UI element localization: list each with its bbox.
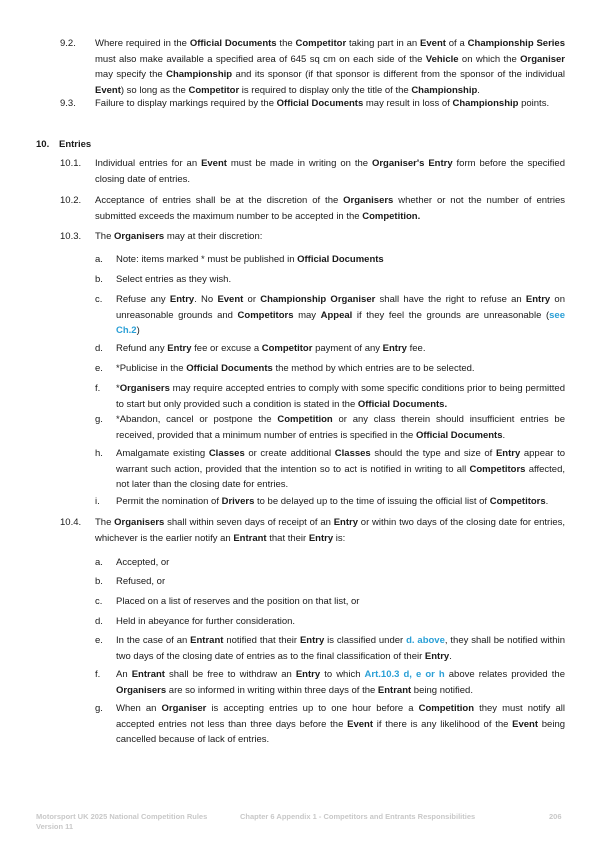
item-10-3-c-letter: c. — [95, 294, 103, 305]
clause-9-3-text: Failure to display markings required by the Official Documents may result in loss of Championship points. — [95, 98, 550, 109]
item-10-4-b-text: Refused, or — [116, 576, 166, 587]
item-10-3-c-text: Refuse any Entry. No Event or Championship Organiser shall have the right to refuse an Entry on unreasonable grounds and Competitors may Appeal if they feel the grounds are unreasonable (see Ch.2) — [116, 294, 566, 336]
clause-9-2-number: 9.2. — [60, 38, 76, 49]
item-10-3-i-letter: i. — [95, 496, 100, 507]
item-10-3-e-letter: e. — [95, 363, 103, 374]
item-10-3-e-text: *Publicise in the Official Documents the method by which entries are to be selected. — [116, 363, 475, 374]
item-10-3-g-letter: g. — [95, 414, 103, 425]
clause-10-2-number: 10.2. — [60, 195, 82, 206]
item-10-3-d-letter: d. — [95, 343, 103, 354]
item-10-4-a-letter: a. — [95, 557, 103, 568]
item-10-3-a-letter: a. — [95, 254, 103, 265]
item-10-4-d-text: Held in abeyance for further consideration. — [116, 616, 296, 627]
item-10-3-d-text: Refund any Entry fee or excuse a Competitor payment of any Entry fee. — [116, 343, 426, 354]
clause-10-3-text: The Organisers may at their discretion: — [95, 231, 263, 242]
clause-10-2-text: Acceptance of entries shall be at the discretion of the Organisers whether or not the number of entries submitted exceeds the maximum number to be accepted in the Competition. — [95, 195, 565, 222]
item-10-3-i-text: Permit the nomination of Drivers to be delayed up to the time of issuing the official list of Competitors. — [116, 496, 549, 507]
item-10-3-f-text: *Organisers may require accepted entries to comply with some specific conditions prior to being permitted to start but only provided such a condition is stated in the Official Documents. — [116, 383, 565, 410]
item-10-4-g-text: When an Organiser is accepting entries up to one hour before a Competition they must notify all accepted entries not less than three days before the Event if there is any likelihood of the Event being cancelled because of lack of entries. — [116, 703, 566, 745]
item-10-4-c-text: Placed on a list of reserves and the position on that list, or — [116, 596, 360, 607]
item-10-4-c-letter: c. — [95, 596, 103, 607]
item-10-3-g-text: *Abandon, cancel or postpone the Competition or any class therein should insufficient entries be received, provided that a minimum number of entries is specified in the Official Documents. — [116, 414, 565, 441]
clause-10-4-number: 10.4. — [60, 517, 82, 528]
item-10-3-f-letter: f. — [95, 383, 101, 394]
clause-10-1-number: 10.1. — [60, 158, 82, 169]
item-10-4-f-text: An Entrant shall be free to withdraw an Entry to which Art.10.3 d, e or h above relates provided the Organisers are so informed in writing within three days of the Entrant being notified. — [116, 669, 565, 696]
clause-9-2-text: Where required in the Official Documents the Competitor taking part in an Event of a Championship Series must also make available a specified area of 645 sq cm on each side of the Vehicle on which the Organiser may specify the Championship and its sponsor (if that sponsor is different from the sponsor of the individual Event) so long as the Competitor is required to display only the title of the Championship. — [95, 38, 565, 96]
footer-publication — [36, 812, 207, 832]
d-above-link[interactable]: d. above — [406, 635, 445, 646]
item-10-3-a-text: Note: items marked * must be published in Official Documents — [116, 254, 384, 265]
item-10-4-d-letter: d. — [95, 616, 103, 627]
footer-chapter: Chapter 6 Appendix 1 - Competitors and Entrants Responsibilities — [240, 812, 476, 821]
clause-9-3-number: 9.3. — [60, 98, 76, 109]
footer-title: Motorsport UK 2025 National Competition Rules — [36, 812, 208, 821]
section-10-number: 10. — [36, 139, 50, 150]
footer-version: Version 11 — [36, 822, 74, 831]
item-10-4-a-text: Accepted, or — [116, 557, 170, 568]
see-ch2-link[interactable]: see Ch.2 — [116, 309, 565, 336]
clause-10-4-text: The Organisers shall within seven days of receipt of an Entry or within two days of the closing date for entries, whichever is the earlier notify an Entrant that their Entry is: — [95, 517, 565, 544]
section-10-title: Entries — [59, 139, 92, 150]
footer-page-number: 206 — [549, 812, 562, 821]
item-10-3-h-letter: h. — [95, 448, 103, 459]
item-10-3-h-text: Amalgamate existing Classes or create additional Classes should the type and size of Entry appear to warrant such action, provided that the intention so to act is notified in writing to all Competitors affected, not later than the closing date for entries. — [116, 448, 565, 490]
item-10-4-f-letter: f. — [95, 669, 101, 680]
item-10-3-b-letter: b. — [95, 274, 103, 285]
item-10-4-e-letter: e. — [95, 635, 103, 646]
item-10-3-b-text: Select entries as they wish. — [116, 274, 232, 285]
clause-10-3-number: 10.3. — [60, 231, 82, 242]
item-10-4-e-text: In the case of an Entrant notified that their Entry is classified under d. above, they shall be notified within two days of the closing date of entries as to the final classification of their Entry. — [116, 635, 565, 662]
item-10-4-b-letter: b. — [95, 576, 103, 587]
item-10-4-g-letter: g. — [95, 703, 103, 714]
clause-10-1-text: Individual entries for an Event must be made in writing on the Organiser's Entry form before the specified closing date of entries. — [95, 158, 565, 185]
art-10-3-link[interactable]: Art.10.3 d, e or h — [364, 669, 445, 680]
